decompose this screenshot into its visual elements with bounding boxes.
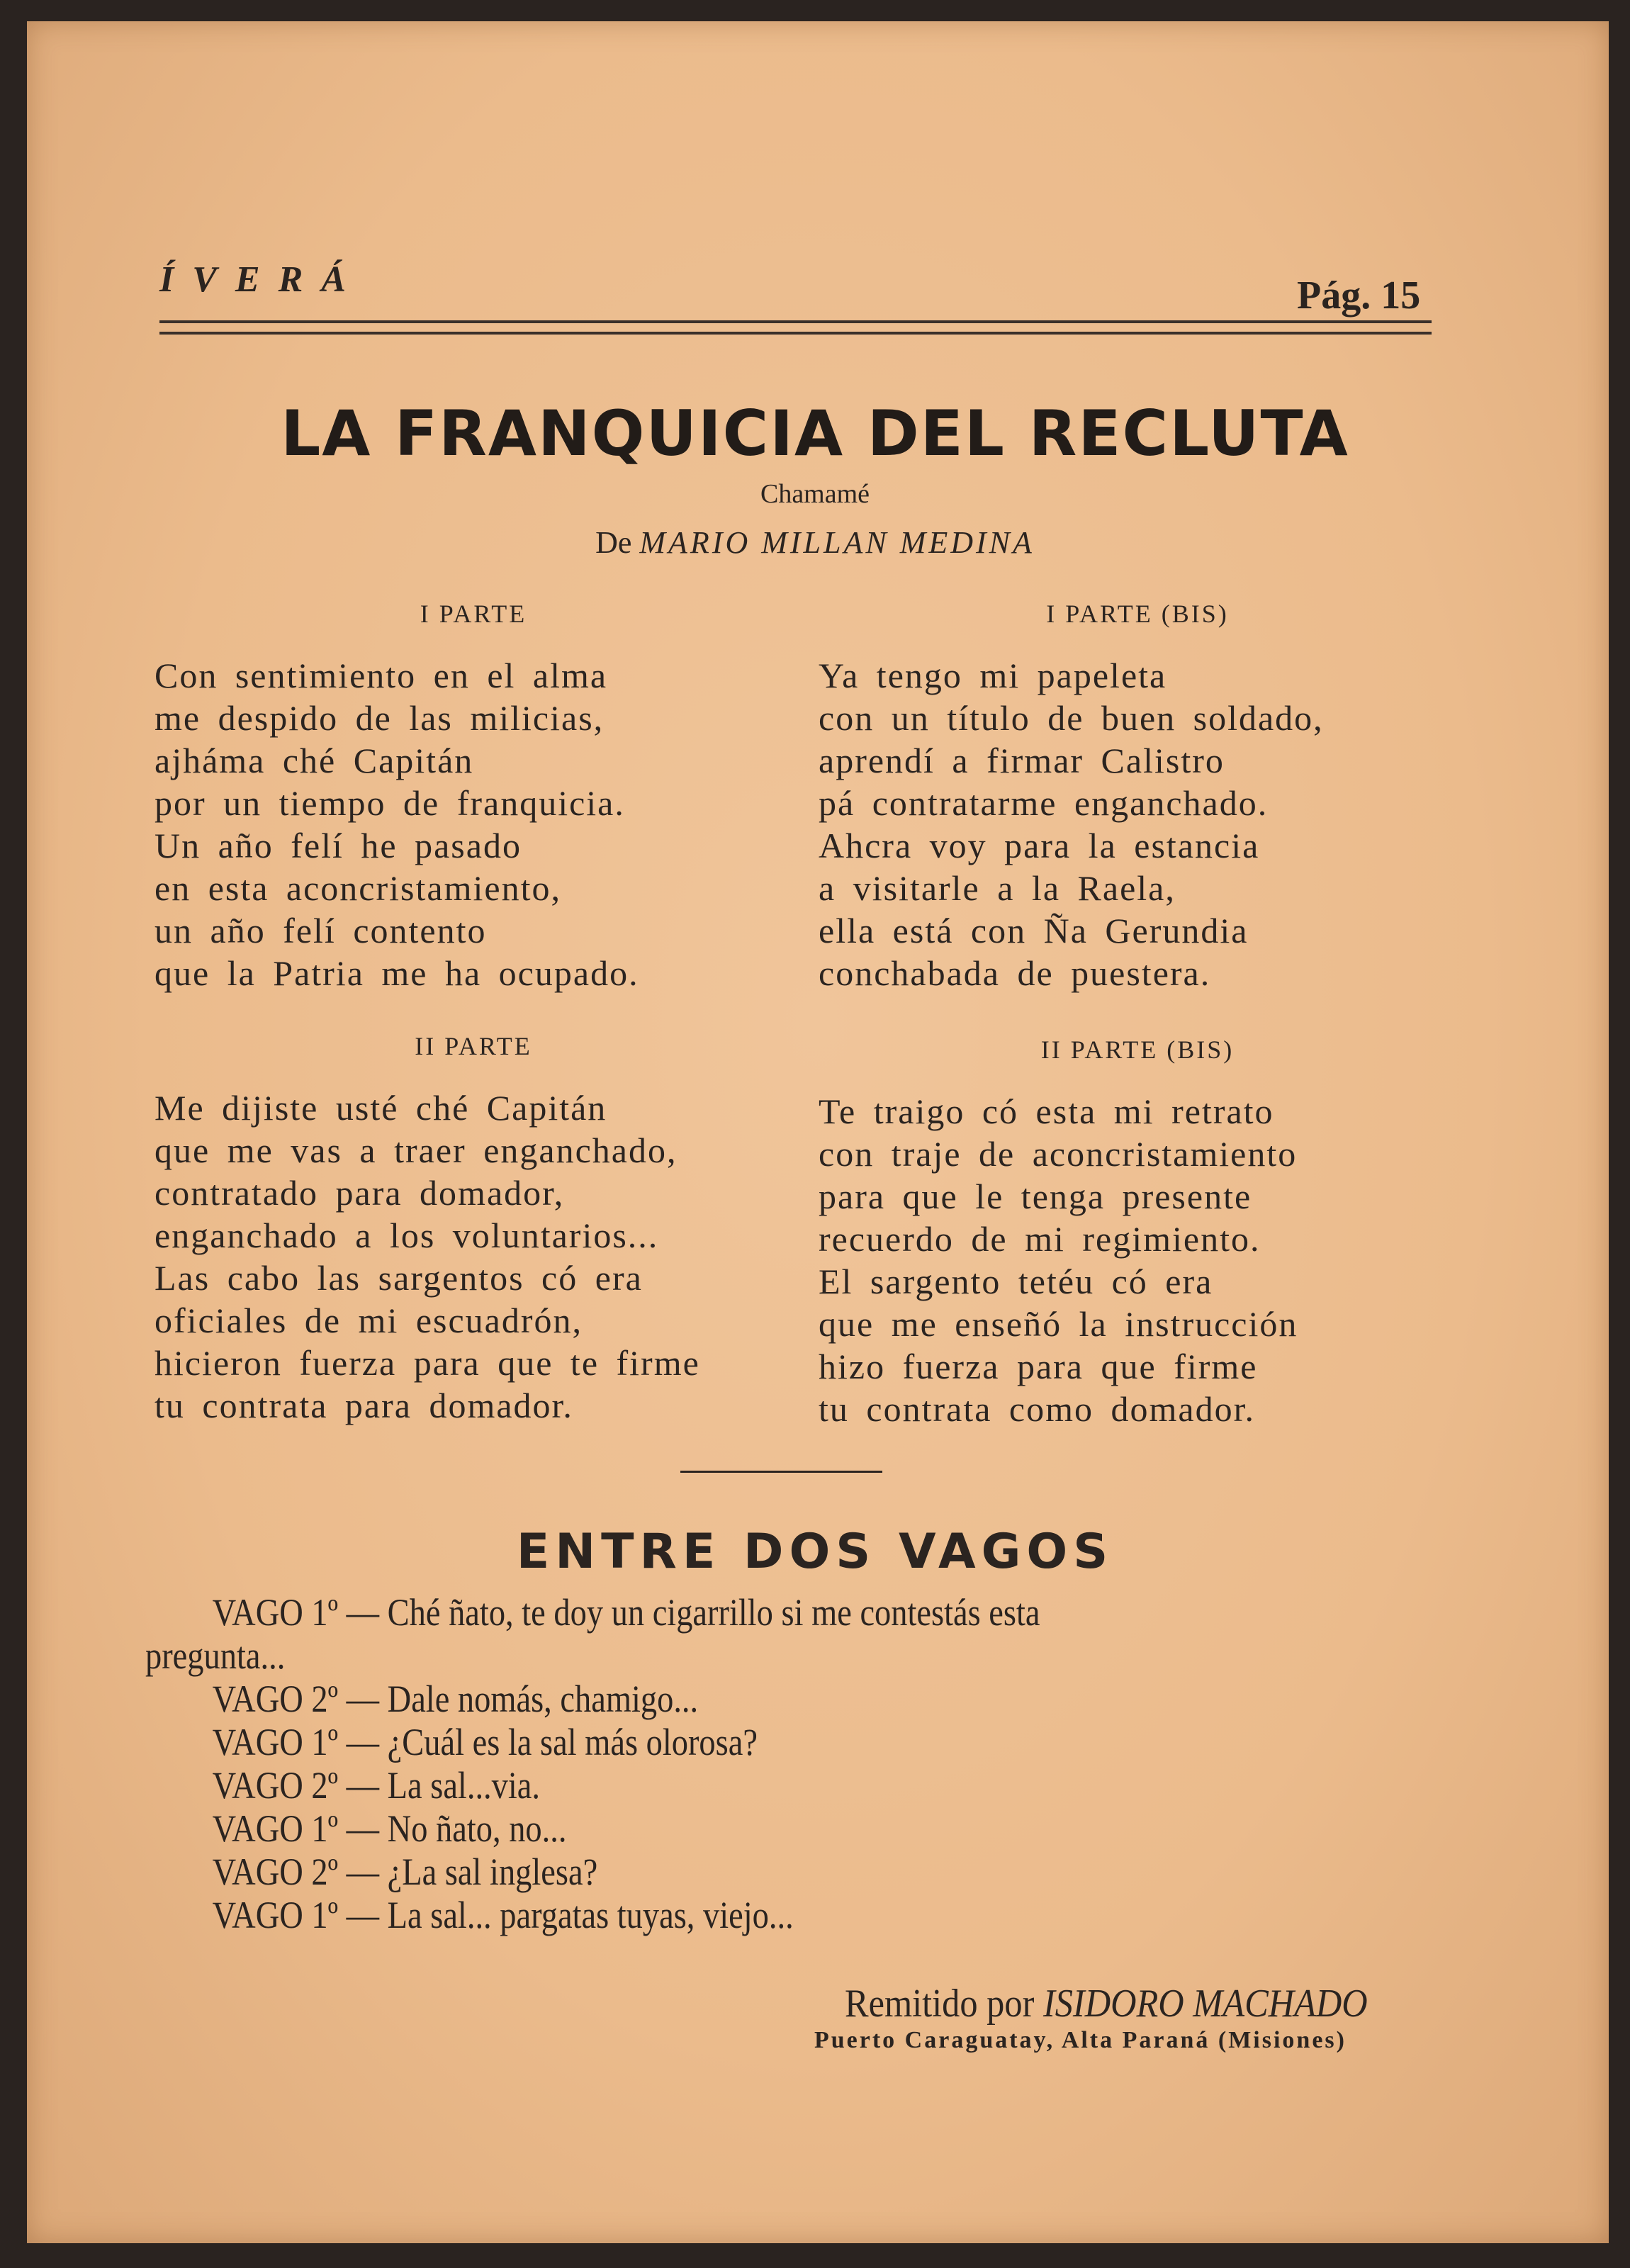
dialogue-line <box>145 1721 1242 1764</box>
speaker: VAGO 1º <box>212 1807 339 1850</box>
dialogue-text: — La sal...via. <box>346 1764 541 1807</box>
verse-line: enganchado a los voluntarios... <box>154 1216 659 1255</box>
section-heading: II PARTE (BIS) <box>1040 1035 1235 1064</box>
dialogue-text: — Ché ñato, te doy un cigarrillo si me contestás esta <box>346 1591 1040 1634</box>
signature-name: ISIDORO MACHADO <box>1043 1982 1368 2026</box>
speaker: VAGO 1º <box>212 1721 339 1763</box>
speaker: VAGO 2º <box>212 1678 339 1720</box>
section-divider <box>680 1471 882 1473</box>
signature-place: Puerto Caraguatay, Alta Paraná (Misiones) <box>814 2027 1347 2053</box>
verse-line: en esta aconcristamiento, <box>154 868 561 908</box>
verse-line: aprendí a firmar Calistro <box>819 741 1225 780</box>
dialogue-line <box>145 1894 1242 1937</box>
article2-title: ENTRE DOS VAGOS <box>516 1524 1114 1580</box>
verse-section <box>154 599 792 994</box>
verse-line: Ahcra voy para la estancia <box>819 826 1260 865</box>
verse-line: Un año felí he pasado <box>154 826 522 865</box>
signature-prefix: Remitido por <box>845 1982 1035 2026</box>
byline-prefix: De <box>595 525 632 560</box>
verse-line: Te traigo có esta mi retrato <box>819 1091 1274 1131</box>
section-heading: II PARTE <box>415 1032 532 1060</box>
verse-line: hicieron fuerza para que te firme <box>154 1343 700 1383</box>
verse-line: por un tiempo de franquicia. <box>154 783 625 823</box>
dialogue-line <box>145 1678 1242 1721</box>
speaker: VAGO 1º <box>212 1894 339 1936</box>
verse-line: recuerdo de mi regimiento. <box>819 1219 1261 1259</box>
verse-line: Me dijiste usté ché Capitán <box>154 1088 607 1128</box>
verse-line: ella está con Ña Gerundia <box>819 911 1249 950</box>
verse-line: un año felí contento <box>154 911 487 950</box>
dialogue-line <box>145 1764 1242 1807</box>
article-genre: Chamamé <box>760 479 870 509</box>
dialogue-text: — ¿La sal inglesa? <box>346 1851 598 1893</box>
verse-line: Ya tengo mi papeleta <box>819 656 1167 695</box>
verse-section <box>154 1031 792 1427</box>
page-number: Pág. 15 <box>1297 274 1421 318</box>
speaker: VAGO 2º <box>212 1851 339 1893</box>
verse-line: que la Patria me ha ocupado. <box>154 953 639 993</box>
author-name: MARIO MILLAN MEDINA <box>639 525 1035 560</box>
dialogue-line <box>145 1591 1242 1634</box>
section-heading: I PARTE <box>420 600 527 628</box>
verse-line: pá contratarme enganchado. <box>819 783 1269 823</box>
verse-line: Con sentimiento en el alma <box>154 656 608 695</box>
verse-line: El sargento tetéu có era <box>819 1262 1213 1301</box>
verse-line: que me vas a traer enganchado, <box>154 1130 678 1170</box>
article-byline <box>0 524 1630 561</box>
speaker: VAGO 1º <box>212 1591 339 1634</box>
verse-lines <box>154 654 792 994</box>
verse-line: Las cabo las sargentos có era <box>154 1258 643 1298</box>
verse-lines <box>819 654 1456 994</box>
verse-line: contratado para domador, <box>154 1173 565 1213</box>
dialogue-line <box>145 1851 1242 1894</box>
magazine-name: ÍVERÁ <box>159 259 364 300</box>
verse-line: conchabada de puestera. <box>819 953 1211 993</box>
header-rule-bottom <box>159 332 1432 335</box>
dialogue-text: — No ñato, no... <box>346 1807 567 1850</box>
signature <box>845 1981 1368 2026</box>
dialogue-line <box>145 1807 1242 1851</box>
verse-section <box>819 599 1456 994</box>
verse-line: tu contrata como domador. <box>819 1389 1255 1429</box>
verse-line: a visitarle a la Raela, <box>819 868 1176 908</box>
speaker: VAGO 2º <box>212 1764 339 1807</box>
dialogue-line <box>145 1634 1242 1678</box>
verse-line: oficiales de mi escuadrón, <box>154 1301 583 1340</box>
header-rule-top <box>159 320 1432 323</box>
verse-line: ajháma ché Capitán <box>154 741 474 780</box>
verse-line: tu contrata para domador. <box>154 1386 573 1425</box>
dialogue-text: — Dale nomás, chamigo... <box>346 1678 699 1720</box>
dialogue-text: — La sal... pargatas tuyas, viejo... <box>346 1894 794 1936</box>
verse-line: que me enseñó la instrucción <box>819 1304 1298 1344</box>
dialogue <box>145 1591 1242 1937</box>
dialogue-text: pregunta... <box>145 1634 286 1677</box>
verse-lines <box>154 1087 792 1427</box>
article-title: LA FRANQUICIA DEL RECLUTA <box>281 397 1349 470</box>
verse-section <box>819 1035 1456 1430</box>
verse-line: con un título de buen soldado, <box>819 698 1324 738</box>
verse-line: con traje de aconcristamiento <box>819 1134 1298 1174</box>
verse-lines <box>819 1090 1456 1430</box>
verse-line: me despido de las milicias, <box>154 698 605 738</box>
section-heading: I PARTE (BIS) <box>1046 600 1229 628</box>
verse-line: para que le tenga presente <box>819 1177 1252 1216</box>
verse-line: hizo fuerza para que firme <box>819 1347 1258 1386</box>
dialogue-text: — ¿Cuál es la sal más olorosa? <box>346 1721 758 1763</box>
